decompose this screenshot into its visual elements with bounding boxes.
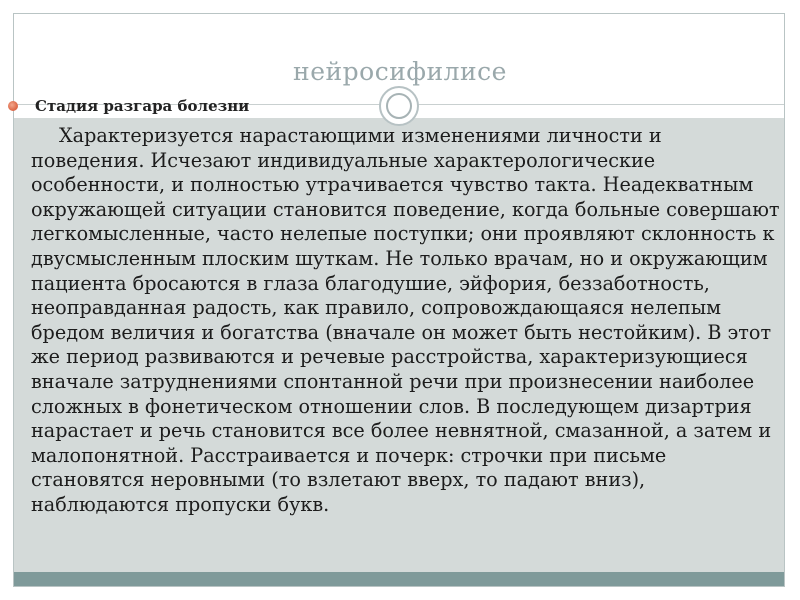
inner-ring — [386, 93, 412, 119]
section-heading: Стадия разгара болезни — [35, 97, 250, 115]
slide-title: нейросифилисе — [293, 57, 507, 86]
bottom-accent-bar — [14, 572, 784, 586]
double-ring-ornament-icon — [379, 86, 419, 126]
orange-circle-bullet-icon — [8, 101, 18, 111]
body-paragraph: Характеризуется нарастающими изменениями личности и поведения. Исчезают индивидуальные характерологические особенности, и полностью утрачивается чувство такта. Неадекватным окружающей ситуации становится поведение, когда больные совершают легкомысленные, часто нелепые поступки; они проявляют склонность к двусмысленным плоским шуткам. Не только врачам, но и окружающим пациента бросаются в глаза благодушие, эйфория, беззаботность, неоправданная радость, как правило, сопровождающаяся нелепым бредом величия и богатства (вначале он может быть нестойким). В этот же период развиваются и речевые расстройства, характеризующиеся вначале затруднениями спонтанной речи при произнесении наиболее сложных в фонетическом отношении слов. В последующем дизартрия нарастает и речь становится все более невнятной, смазанной, а затем и малопонятной. Расстраивается и почерк: строчки при письме становятся неровными (то взлетают вверх, то падают вниз), наблюдаются пропуски букв. — [31, 124, 780, 516]
